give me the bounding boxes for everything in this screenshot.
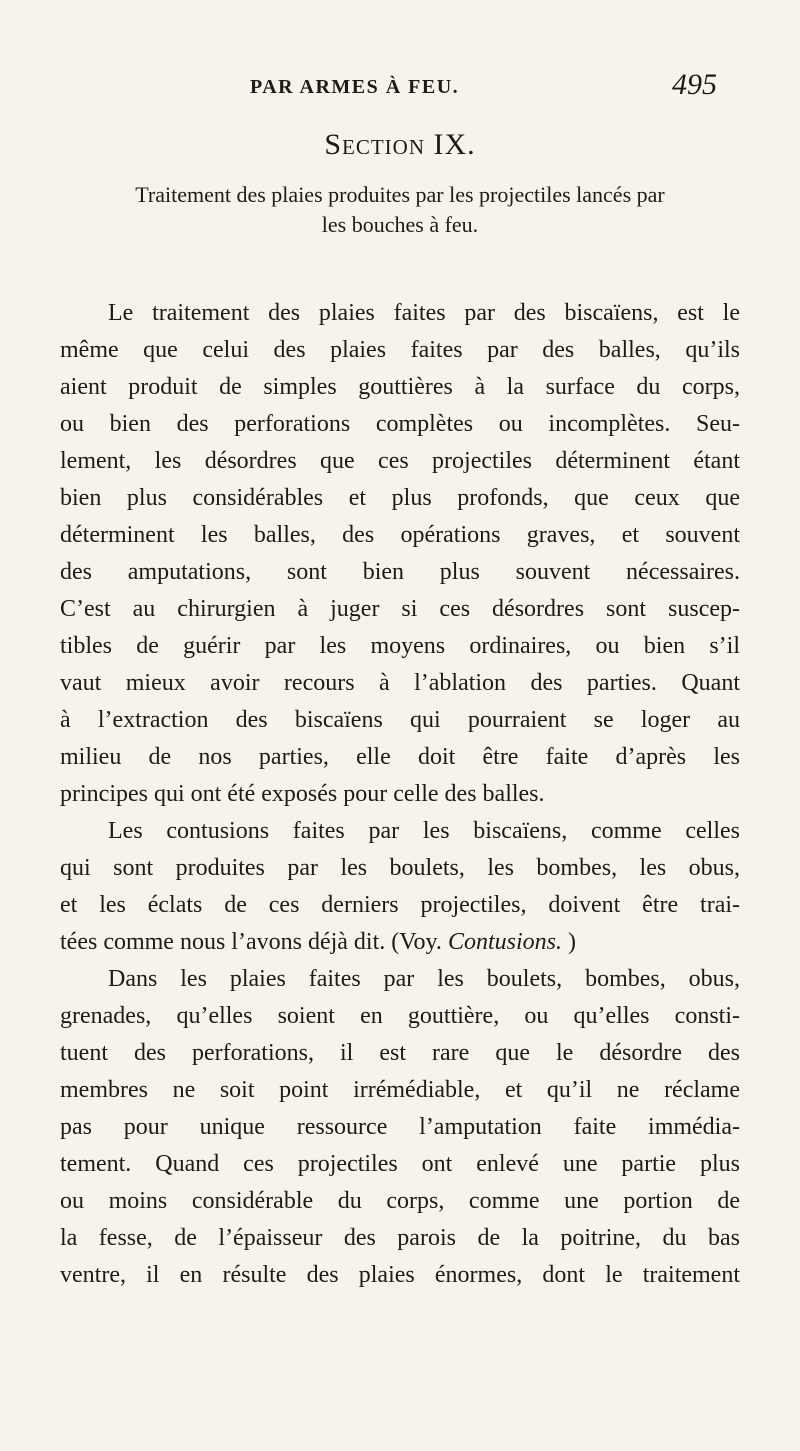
text-line: vaut mieux avoir recours à l’ablation des parties. Quant (60, 670, 740, 696)
running-head: PAR ARMES À FEU. (250, 76, 460, 98)
text-line: la fesse, de l’épaisseur des parois de la poitrine, du bas (60, 1225, 740, 1251)
section-subtitle (100, 180, 700, 240)
text-line: à l’extraction des biscaïens qui pourraient se loger au (60, 707, 740, 733)
text-line: tuent des perforations, il est rare que le désordre des (60, 1040, 740, 1066)
text-line: principes qui ont été exposés pour celle des balles. (60, 781, 545, 807)
body-text (60, 295, 740, 1294)
text-line: bien plus considérables et plus profonds, que ceux que (60, 485, 740, 511)
text-line-with-reference (60, 924, 740, 961)
text-line: même que celui des plaies faites par des balles, qu’ils (60, 337, 740, 363)
text-line: tibles de guérir par les moyens ordinaires, ou bien s’il (60, 633, 740, 659)
text-line: ventre, il en résulte des plaies énormes, dont le traitement (60, 1262, 740, 1288)
text-line: tement. Quand ces projectiles ont enlevé une partie plus (60, 1151, 740, 1177)
text-line: aient produit de simples gouttières à la surface du corps, (60, 374, 740, 400)
reference-close: ) (567, 929, 576, 955)
text-line: pas pour unique ressource l’amputation faite immédia- (60, 1114, 740, 1140)
text-line: lement, les désordres que ces projectiles déterminent étant (60, 448, 740, 474)
text-line: Dans les plaies faites par les boulets, bombes, obus, (108, 966, 740, 992)
text-line: membres ne soit point irrémédiable, et qu’il ne réclame (60, 1077, 740, 1103)
text-line: Le traitement des plaies faites par des biscaïens, est le (108, 300, 740, 326)
text-line: milieu de nos parties, elle doit être faite d’après les (60, 744, 740, 770)
section-title: Section IX. (324, 128, 476, 161)
reference-italic: Contusions. (447, 929, 562, 955)
text-line: déterminent les balles, des opérations graves, et souvent (60, 522, 740, 548)
text-line: grenades, qu’elles soient en gouttière, ou qu’elles consti- (60, 1003, 740, 1029)
text-line: des amputations, sont bien plus souvent nécessaires. (60, 559, 740, 585)
text-line: Les contusions faites par les biscaïens, comme celles (108, 818, 740, 844)
text-line-start: tées comme nous l’avons déjà dit. (Voy. (60, 929, 442, 955)
text-line: ou moins considérable du corps, comme une portion de (60, 1188, 740, 1214)
text-line: ou bien des perforations complètes ou incomplètes. Seu- (60, 411, 740, 437)
page-number: 495 (672, 68, 717, 101)
subtitle-line: les bouches à feu. (321, 212, 479, 237)
subtitle-line: Traitement des plaies produites par les projectiles lancés par (135, 182, 665, 207)
text-line: et les éclats de ces derniers projectiles, doivent être trai- (60, 892, 740, 918)
text-line: C’est au chirurgien à juger si ces désordres sont suscep- (60, 596, 740, 622)
text-line: qui sont produites par les boulets, les bombes, les obus, (60, 855, 740, 881)
